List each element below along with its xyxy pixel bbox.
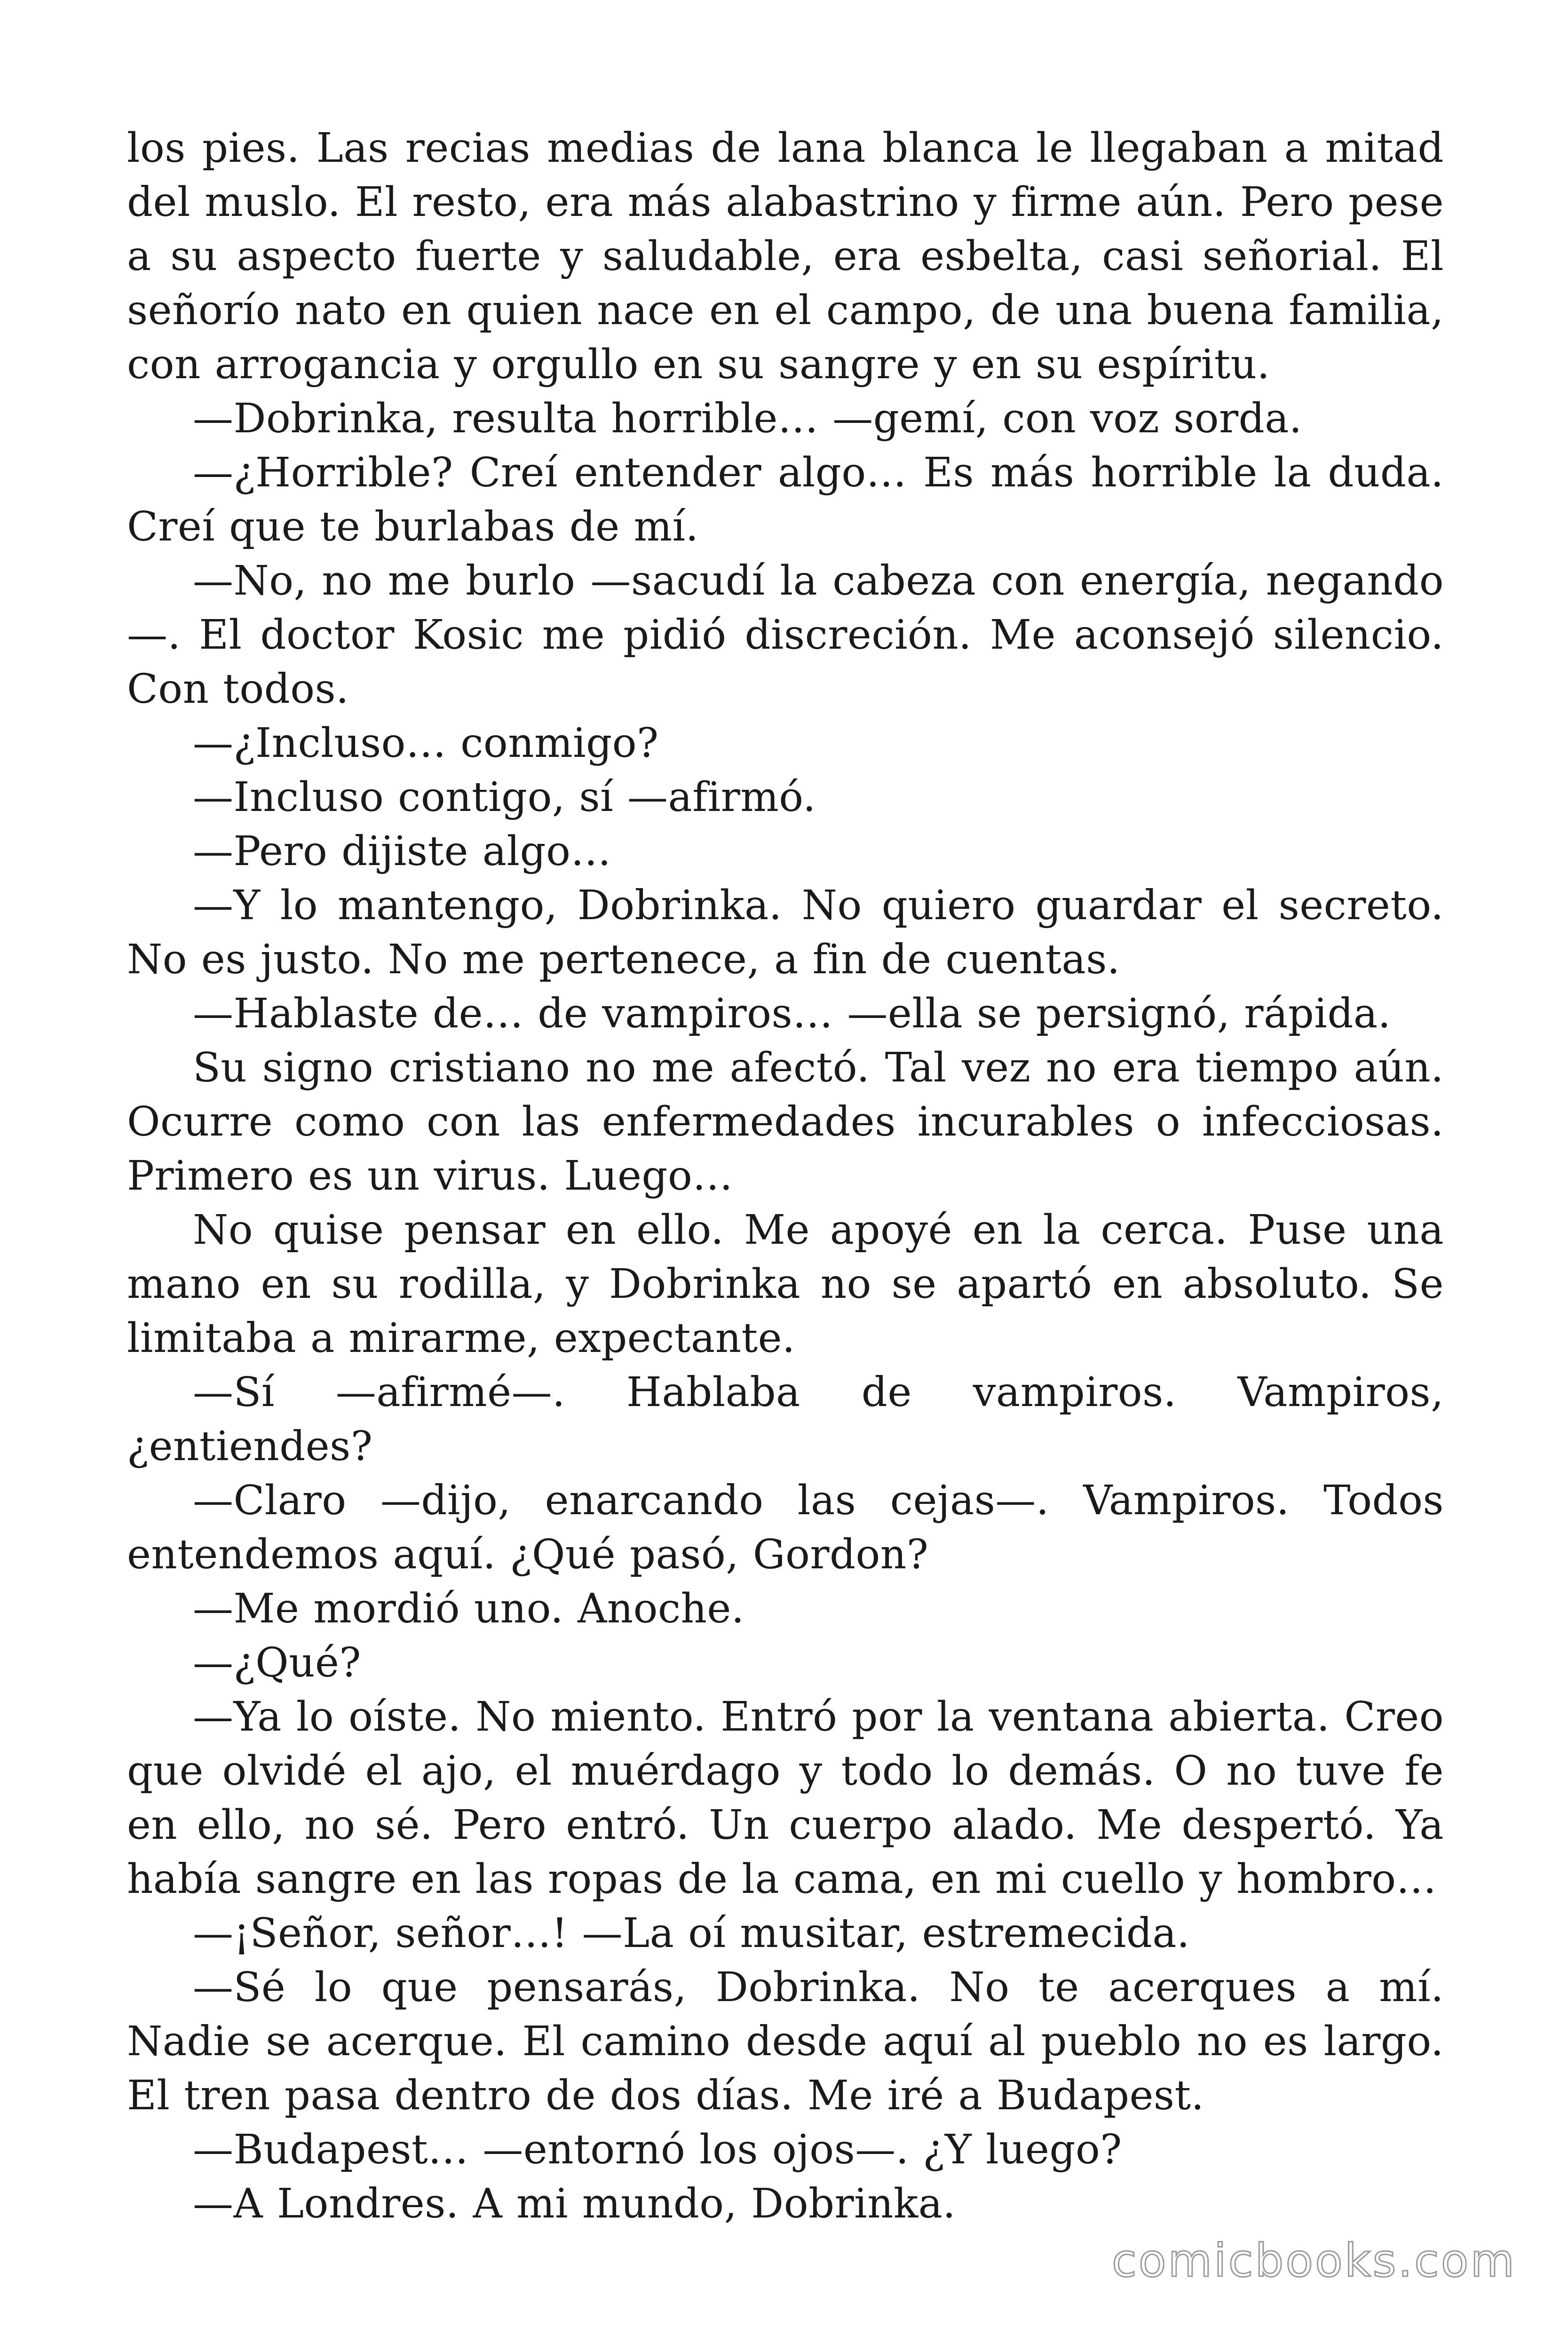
paragraph-17: —¡Señor, señor…! —La oí musitar, estremecida. (193, 1910, 1190, 1957)
paragraph-1: los pies. Las recias medias de lana blanca le llegaban a mitad del muslo. El resto, era más alabastrino y firme aún. Pero pese a su aspecto fuerte y saludable, era esbelta, casi señorial. El señorío nato en quien nace en el campo, de una buena familia, con arrogancia y orgullo en su sangre y en su espíritu. (127, 125, 1444, 388)
watermark-text: comicbooks.com (1111, 2234, 1516, 2287)
paragraph-18: —Sé lo que pensarás, Dobrinka. No te acerques a mí. Nadie se acerque. El camino desde aquí al pueblo no es largo. El tren pasa dentro de dos días. Me iré a Budapest. (127, 1964, 1444, 2119)
paragraph-10: Su signo cristiano no me afectó. Tal vez no era tiempo aún. Ocurre como con las enfermedades incurables o infecciosas. Primero es un virus. Luego… (127, 1044, 1444, 1200)
paragraph-19: —Budapest… —entornó los ojos—. ¿Y luego? (193, 2126, 1122, 2173)
paragraph-12: —Sí —afirmé—. Hablaba de vampiros. Vampiros, ¿entiendes? (127, 1369, 1444, 1470)
paragraph-5: —¿Incluso… conmigo? (193, 720, 659, 767)
paragraph-13: —Claro —dijo, enarcando las cejas—. Vampiros. Todos entendemos aquí. ¿Qué pasó, Gordon? (127, 1477, 1444, 1578)
paragraph-2: —Dobrinka, resulta horrible… —gemí, con voz sorda. (193, 395, 1302, 442)
paragraph-11: No quise pensar en ello. Me apoyé en la cerca. Puse una mano en su rodilla, y Dobrinka no se apartó en absoluto. Se limitaba a mirarme, expectante. (127, 1207, 1444, 1362)
paragraph-15: —¿Qué? (193, 1639, 362, 1686)
paragraph-6: —Incluso contigo, sí —afirmó. (193, 774, 816, 821)
paragraph-8: —Y lo mantengo, Dobrinka. No quiero guardar el secreto. No es justo. No me pertenece, a fin de cuentas. (127, 882, 1444, 983)
paragraph-14: —Me mordió uno. Anoche. (193, 1585, 744, 1632)
paragraph-16: —Ya lo oíste. No miento. Entró por la ventana abierta. Creo que olvidé el ajo, el muérdago y todo lo demás. O no tuve fe en ello, no sé. Pero entró. Un cuerpo alado. Me despertó. Ya había sangre en las ropas de la cama, en mi cuello y hombro… (127, 1693, 1444, 1903)
paragraph-7: —Pero dijiste algo… (193, 828, 611, 875)
paragraph-9: —Hablaste de… de vampiros… —ella se persignó, rápida. (193, 990, 1391, 1037)
book-page-text (127, 121, 1444, 2231)
paragraph-3: —¿Horrible? Creí entender algo… Es más horrible la duda. Creí que te burlabas de mí. (127, 449, 1444, 550)
paragraph-4: —No, no me burlo —sacudí la cabeza con energía, negando—. El doctor Kosic me pidió discreción. Me aconsejó silencio. Con todos. (127, 557, 1444, 713)
paragraph-20: —A Londres. A mi mundo, Dobrinka. (193, 2180, 956, 2227)
